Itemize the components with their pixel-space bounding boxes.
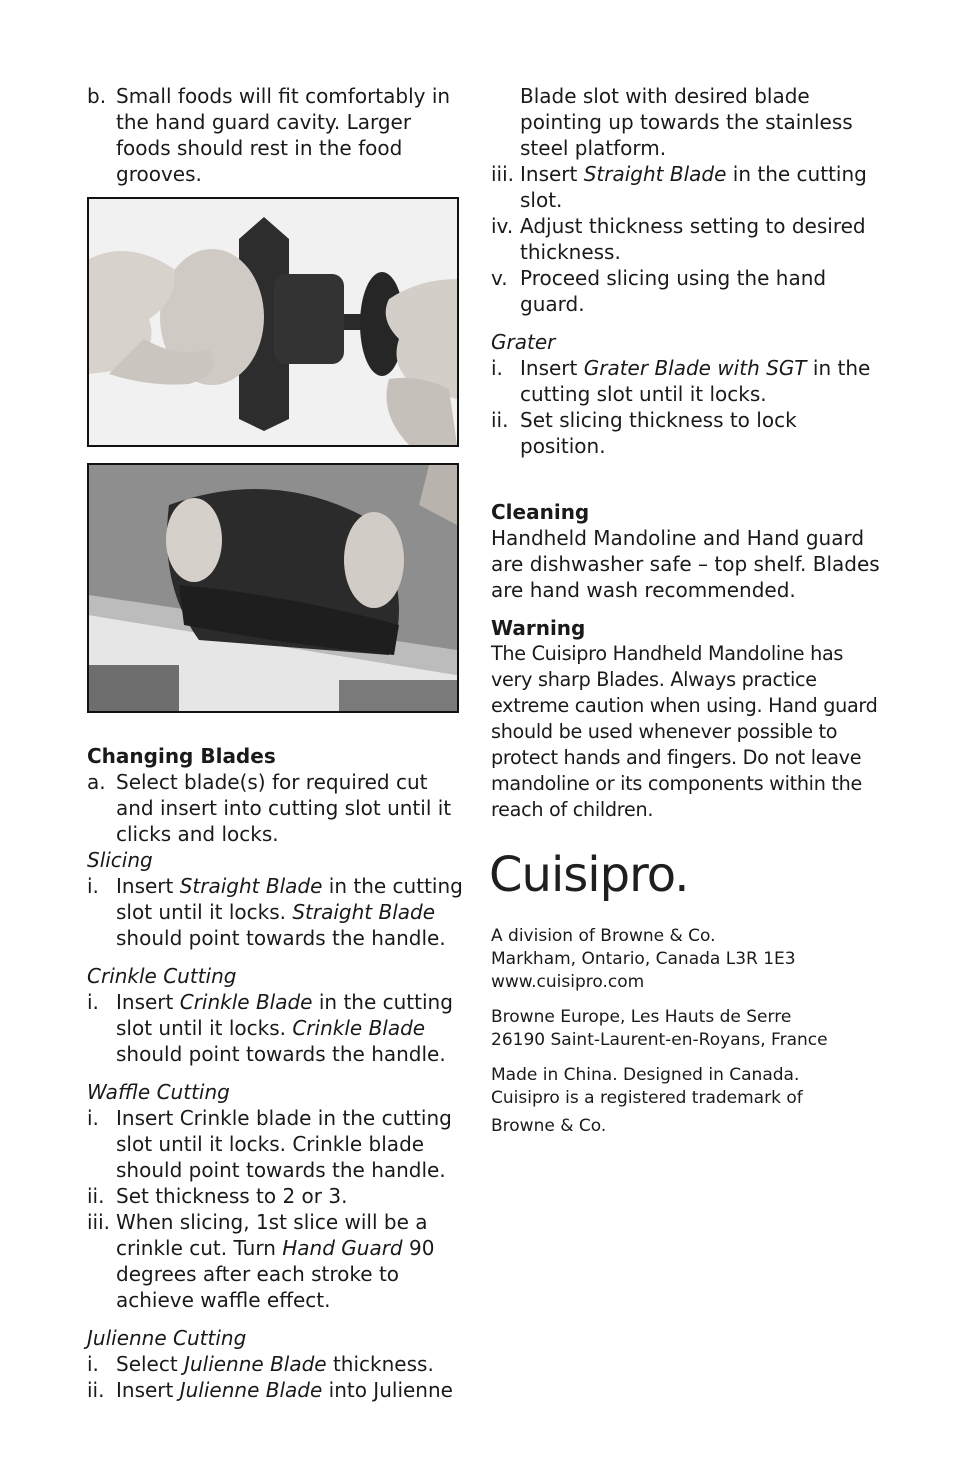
- list-marker: i.: [87, 1106, 99, 1130]
- text-run: thickness.: [326, 1352, 434, 1376]
- text-run: Insert: [520, 162, 584, 186]
- list-marker: i.: [87, 874, 99, 898]
- list-marker: i.: [87, 990, 99, 1014]
- text-run: in the cutting slot until it locks.: [116, 990, 453, 1040]
- intro-item-b: [87, 83, 467, 187]
- italic-term: Grater Blade with SGT: [583, 356, 807, 380]
- list-marker: i.: [87, 1352, 99, 1376]
- address-line: Markham, Ontario, Canada L3R 1E3: [491, 949, 796, 969]
- trademark-line: Browne & Co.: [491, 1116, 607, 1136]
- italic-term: Straight Blade: [583, 162, 727, 186]
- photo-hand-guard-potato-illustration: [89, 199, 457, 445]
- photo-hand-guard-on-mandoline: [87, 463, 459, 713]
- list-marker: b.: [87, 84, 107, 108]
- left-column: [87, 83, 467, 1403]
- list-marker: iii.: [491, 162, 515, 186]
- heading-grater: Grater: [491, 330, 556, 354]
- list-marker: v.: [491, 266, 508, 290]
- list-text: [520, 355, 881, 407]
- address-block-canada: [491, 925, 881, 994]
- address-line: www.cuisipro.com: [491, 972, 645, 992]
- list-marker: iii.: [87, 1210, 111, 1234]
- list-text: Adjust thickness setting to desired thickness.: [520, 214, 866, 264]
- italic-term: Julienne Blade: [179, 1378, 323, 1402]
- changing-item-a: [87, 769, 467, 847]
- heading-changing-blades: Changing Blades: [87, 744, 276, 768]
- list-text: [116, 873, 467, 951]
- list-marker: iv.: [491, 214, 514, 238]
- list-text: Insert Crinkle blade in the cutting slot until it locks. Crinkle blade should point towards the handle.: [116, 1106, 452, 1182]
- list-marker: a.: [87, 770, 106, 794]
- text-run: into Julienne: [322, 1378, 453, 1402]
- list-text: Set thickness to 2 or 3.: [116, 1184, 348, 1208]
- list-text: Blade slot with desired blade pointing up towards the stainless steel platform.: [520, 84, 853, 160]
- heading-julienne-cutting: Julienne Cutting: [87, 1326, 247, 1350]
- text-run: When slicing, 1st slice will be a crinkle cut. Turn: [116, 1210, 428, 1260]
- italic-term: Julienne Blade: [184, 1352, 327, 1376]
- address-block-europe: [491, 1006, 881, 1052]
- list-text: [116, 1351, 467, 1377]
- list-marker: ii.: [87, 1378, 105, 1402]
- list-marker: i.: [491, 356, 503, 380]
- right-column: [491, 83, 881, 1138]
- cuisipro-logo: Cuisipro.: [489, 847, 689, 903]
- list-text: [116, 989, 467, 1067]
- grater-item-i: [491, 355, 881, 407]
- photo-hand-guard-on-mandoline-illustration: [89, 465, 457, 711]
- julienne-item-iii: [491, 161, 881, 213]
- waffle-item-i: [87, 1105, 467, 1183]
- cleaning-text: Handheld Mandoline and Hand guard are dishwasher safe – top shelf. Blades are hand wash recommended.: [491, 526, 880, 602]
- text-run: should point towards the handle.: [116, 1042, 446, 1066]
- text-run: Insert: [116, 990, 180, 1014]
- warning-text: The Cuisipro Handheld Mandoline has very sharp Blades. Always practice extreme caution when using. Hand guard should be used whenever possible to protect hands and fingers. Do not leave mandoline or its components within the reach of children.: [491, 642, 878, 821]
- list-text: [116, 1209, 467, 1313]
- text-run: 90 degrees after each stroke to achieve waffle effect.: [116, 1236, 435, 1312]
- julienne-item-iv: [491, 213, 881, 265]
- heading-waffle-cutting: Waffle Cutting: [87, 1080, 230, 1104]
- list-text: Proceed slicing using the hand guard.: [520, 266, 827, 316]
- photo-hand-guard-potato: [87, 197, 459, 447]
- waffle-item-iii: [87, 1209, 467, 1313]
- julienne-item-ii: [87, 1377, 467, 1403]
- list-text: Small foods will fit comfortably in the hand guard cavity. Larger foods should rest in the food grooves.: [116, 84, 451, 186]
- list-marker: ii.: [87, 1184, 105, 1208]
- text-run: should point towards the handle.: [116, 926, 446, 950]
- julienne-item-ii-continued: [491, 83, 881, 161]
- list-marker: ii.: [491, 408, 509, 432]
- trademark-line: Cuisipro is a registered trademark of: [491, 1088, 803, 1108]
- italic-term: Crinkle Blade: [292, 1016, 426, 1040]
- waffle-item-ii: [87, 1183, 467, 1209]
- julienne-item-v: [491, 265, 881, 317]
- julienne-item-i: [87, 1351, 467, 1377]
- list-text: [116, 1377, 467, 1403]
- list-text: [520, 161, 881, 213]
- trademark-block: [491, 1064, 881, 1138]
- trademark-line: Made in China. Designed in Canada.: [491, 1065, 800, 1085]
- italic-term: Crinkle Blade: [179, 990, 313, 1014]
- text-run: Select: [116, 1352, 185, 1376]
- italic-term: Hand Guard: [282, 1236, 403, 1260]
- italic-term: Straight Blade: [292, 900, 436, 924]
- heading-cleaning: Cleaning: [491, 500, 590, 524]
- grater-item-ii: [491, 407, 881, 459]
- crinkle-item-i: [87, 989, 467, 1067]
- heading-warning: Warning: [491, 616, 586, 640]
- text-run: in the cutting slot until it locks.: [116, 874, 463, 924]
- list-text: Select blade(s) for required cut and insert into cutting slot until it clicks and locks.: [116, 770, 452, 846]
- italic-term: Straight Blade: [179, 874, 323, 898]
- text-run: Insert: [116, 874, 180, 898]
- text-run: in the cutting slot.: [520, 162, 867, 212]
- list-text: Set slicing thickness to lock position.: [520, 408, 797, 458]
- text-run: Insert: [116, 1378, 180, 1402]
- text-run: Insert: [520, 356, 584, 380]
- text-run: in the cutting slot until it locks.: [520, 356, 871, 406]
- address-line: Browne Europe, Les Hauts de Serre: [491, 1007, 792, 1027]
- address-line: 26190 Saint-Laurent-en-Royans, France: [491, 1030, 828, 1050]
- slicing-item-i: [87, 873, 467, 951]
- address-line: A division of Browne & Co.: [491, 926, 716, 946]
- heading-slicing: Slicing: [87, 848, 153, 872]
- heading-crinkle-cutting: Crinkle Cutting: [87, 964, 237, 988]
